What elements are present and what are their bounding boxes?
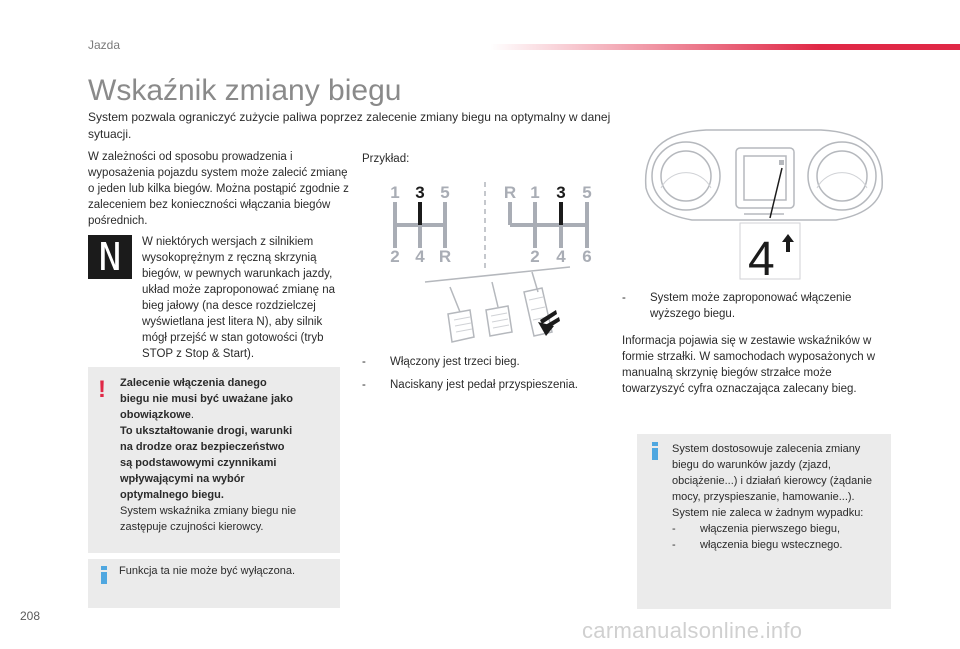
bullet-dash: - bbox=[362, 356, 366, 368]
pedals-illustration bbox=[420, 262, 580, 347]
page-number: 208 bbox=[20, 609, 41, 623]
exclamation-icon: ! bbox=[98, 376, 106, 403]
warning-line: System wskaźnika zmiany biegu nie bbox=[120, 505, 297, 517]
warning-line: są podstawowymi czynnikami bbox=[120, 457, 277, 469]
warning-line: optymalnego biegu. bbox=[120, 489, 224, 501]
gear-label: 1 bbox=[530, 183, 540, 202]
gear-label: 4 bbox=[415, 247, 425, 266]
list-item-text: włączenia biegu wstecznego. bbox=[700, 539, 843, 551]
instrument-cluster-illustration bbox=[636, 128, 892, 283]
gear-label-active: 3 bbox=[556, 183, 566, 202]
right-bullet bbox=[622, 290, 872, 322]
bullet-dash: - bbox=[362, 379, 366, 391]
warning-line: na drodze oraz bezpieczeństwo bbox=[120, 441, 285, 453]
info2-text2: System nie zaleca w żadnym wypadku: bbox=[672, 507, 864, 519]
warning-text bbox=[120, 375, 330, 535]
watermark: carmanualsonline.info bbox=[582, 618, 803, 643]
gear-label: 5 bbox=[582, 183, 592, 202]
info-box-1-text: Funkcja ta nie może być wyłączona. bbox=[119, 565, 296, 577]
gear-label: 4 bbox=[556, 247, 566, 266]
page-title: Wskaźnik zmiany biegu bbox=[88, 74, 402, 107]
bullet-text: System może zaproponować włączenie wyższego biegu. bbox=[650, 292, 852, 320]
bullet-dash: - bbox=[672, 523, 676, 535]
bullet-text: Włączony jest trzeci bieg. bbox=[390, 356, 520, 368]
warning-dot: . bbox=[190, 409, 194, 421]
display-digit: 4 bbox=[748, 233, 775, 283]
gear-label: R bbox=[438, 247, 452, 266]
warning-line: obowiązkowe bbox=[120, 409, 191, 421]
section-label: Jazda bbox=[88, 38, 121, 52]
gear-label: 5 bbox=[440, 183, 450, 202]
header-accent-bar bbox=[490, 44, 960, 50]
info-icon bbox=[649, 442, 661, 460]
info-icon bbox=[98, 566, 110, 584]
gear-label: 2 bbox=[530, 247, 540, 266]
n-indicator-icon: N bbox=[88, 235, 132, 279]
list-item bbox=[672, 521, 887, 537]
list-item bbox=[672, 537, 887, 553]
right-paragraph: Informacja pojawia się w zestawie wskaźników w formie strzałki. W samochodach wyposażonych w manualną skrzynię biegów strzałce może towarzyszyć cyfra oznaczająca zalecany bieg. bbox=[622, 335, 876, 395]
gear-label: 6 bbox=[582, 247, 592, 266]
list-item-text: włączenia pierwszego biegu, bbox=[700, 523, 841, 535]
bullet-dash: - bbox=[622, 292, 626, 304]
gear-label: R bbox=[503, 183, 517, 202]
warning-line: Zalecenie włączenia danego bbox=[120, 377, 267, 389]
example-bullet-1 bbox=[362, 354, 520, 370]
gear-shift-diagram bbox=[380, 180, 605, 270]
n-indicator-text: W niektórych wersjach z silnikiem wysokoprężnym z ręczną skrzynią biegów, w pewnych warunkach jazdy, układ może zaproponować zmianę na bieg jałowy (na desce rozdzielczej wyświetlana jest litera N), aby silnik mógł przejść w stan gotowości (tryb STOP z Stop & Start). bbox=[142, 236, 336, 360]
col1-paragraph: W zależności od sposobu prowadzenia i wyposażenia pojazdu system może zalecić zmianę o jeden lub kilka biegów. Można postąpić zgodnie z zaleceniem bez konieczności włączania biegów pośrednich. bbox=[88, 151, 349, 227]
warning-line: wpływającymi na wybór bbox=[120, 473, 245, 485]
intro-paragraph: System pozwala ograniczyć zużycie paliwa poprzez zalecenie zmiany biegu na optymalny w danej sytuacji. bbox=[88, 110, 611, 141]
gear-label: 1 bbox=[390, 183, 400, 202]
info-box-2-text bbox=[672, 441, 887, 553]
warning-line: biegu nie musi być uważane jako bbox=[120, 393, 293, 405]
example-bullet-2 bbox=[362, 377, 578, 393]
bullet-text: Naciskany jest pedał przyspieszenia. bbox=[390, 379, 578, 391]
gear-label: 2 bbox=[390, 247, 400, 266]
info2-text1: System dostosowuje zalecenia zmiany biegu do warunków jazdy (zjazd, obciążenie...) i działań kierowcy (żądanie mocy, przyspieszanie, hamowanie...). bbox=[672, 443, 872, 503]
warning-line: To ukształtowanie drogi, warunki bbox=[120, 425, 293, 437]
example-label: Przykład: bbox=[362, 153, 410, 165]
bullet-dash: - bbox=[672, 539, 676, 551]
warning-line: zastępuje czujności kierowcy. bbox=[120, 521, 264, 533]
gear-label-active: 3 bbox=[415, 183, 425, 202]
